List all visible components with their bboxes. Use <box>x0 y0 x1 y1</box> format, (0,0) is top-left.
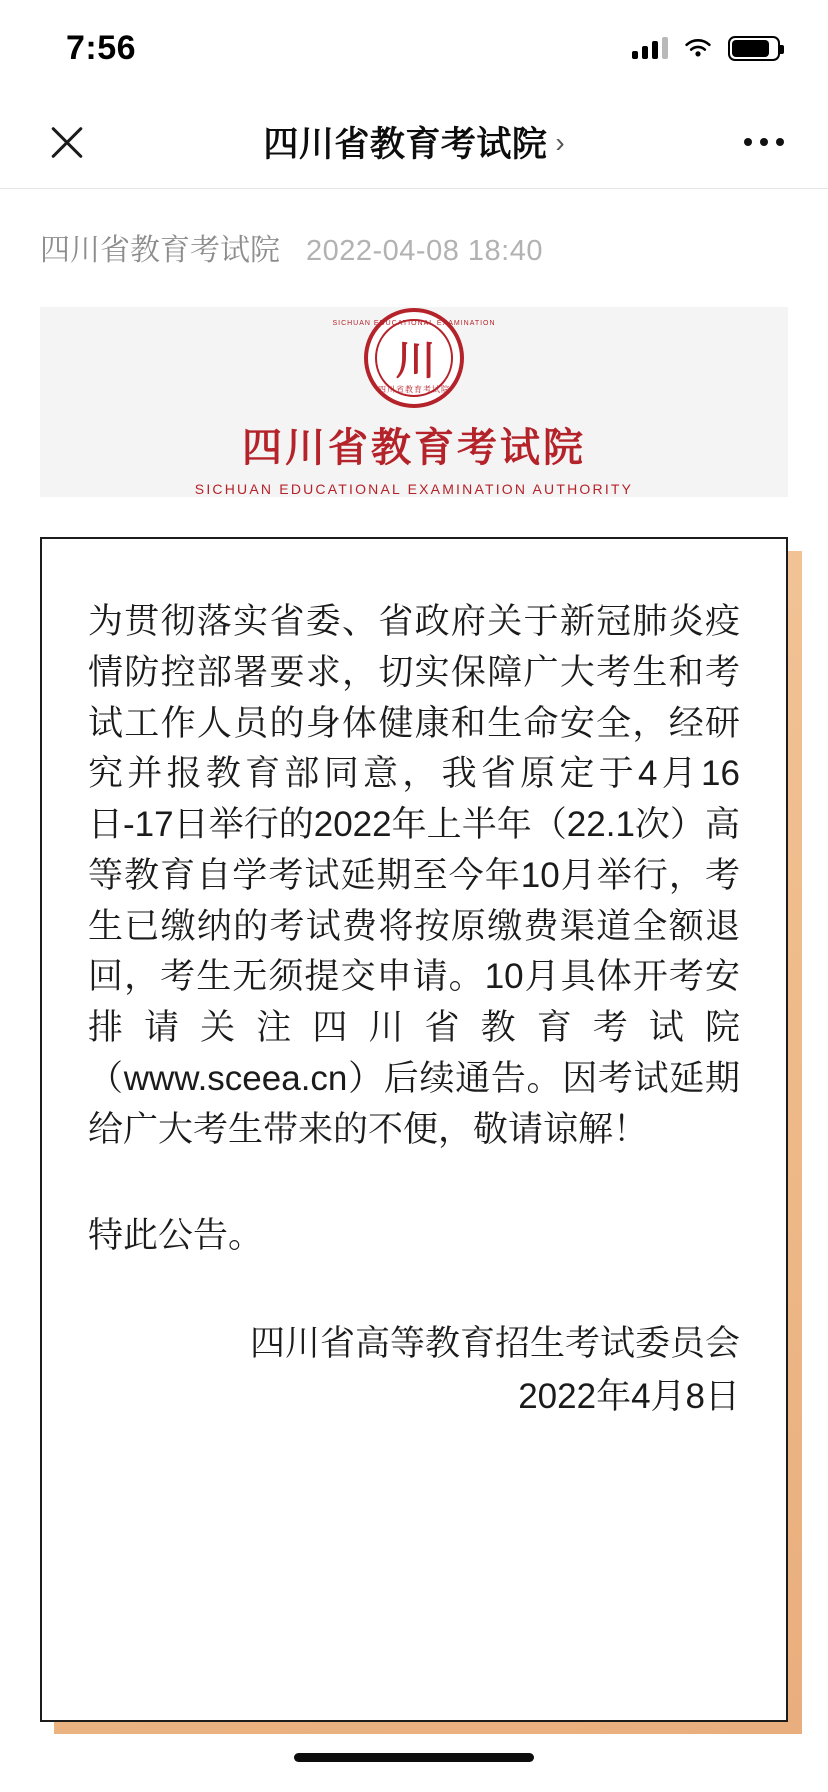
status-bar <box>0 0 828 96</box>
announcement-document <box>40 537 788 1722</box>
seal-top-text: SICHUAN EDUCATIONAL EXAMINATION <box>332 319 496 327</box>
seal-mark: 川 <box>395 338 433 383</box>
cellular-signal-icon <box>632 37 668 59</box>
signature-organization: 四川省高等教育招生考试委员会 <box>249 1324 740 1363</box>
announcement-signature <box>88 1318 740 1423</box>
signature-date: 2022年4月8日 <box>518 1376 740 1416</box>
home-indicator[interactable] <box>294 1753 534 1762</box>
announcement-body: 为贯彻落实省委、省政府关于新冠肺炎疫情防控部署要求，切实保障广大考生和考试工作人员的身体健康和生命安全，经研究并报教育部同意，我省原定于4月16日-17日举行的2022年上半年（22.1次）高等教育自学考试延期至今年10月举行，考生已缴纳的考试费将按原缴费渠道全额退回，考生无须提交申请。10月具体开考安排请关注四川省教育考试院（www.sceea.cn）后续通告。因考试延期给广大考生带来的不便，敬请谅解！ <box>88 602 740 1149</box>
paragraph-gap <box>88 1155 740 1211</box>
page-title <box>0 117 828 167</box>
chevron-right-icon[interactable]: › <box>555 127 565 158</box>
battery-icon <box>728 36 780 61</box>
publish-date: 2022-04-08 18:40 <box>306 235 543 267</box>
nav-title-text: 四川省教育考试院 <box>263 125 548 164</box>
account-name[interactable]: 四川省教育考试院 <box>40 234 280 267</box>
more-options-icon[interactable] <box>744 138 784 146</box>
close-icon[interactable] <box>44 119 90 165</box>
status-time: 7:56 <box>66 28 137 67</box>
wifi-icon <box>682 36 714 60</box>
announcement-card <box>40 537 788 1722</box>
announcement-notice: 特此公告。 <box>88 1216 264 1256</box>
organization-banner <box>40 307 788 497</box>
seal-bottom-text: 四川省教育考试院 <box>378 384 450 394</box>
banner-title-en: SICHUAN EDUCATIONAL EXAMINATION AUTHORITY <box>194 480 634 497</box>
banner-title-cn: 四川省教育考试院 <box>242 424 586 470</box>
article-meta <box>0 189 828 299</box>
status-indicators <box>632 36 780 61</box>
official-seal-icon <box>332 308 496 408</box>
navigation-bar <box>0 96 828 188</box>
